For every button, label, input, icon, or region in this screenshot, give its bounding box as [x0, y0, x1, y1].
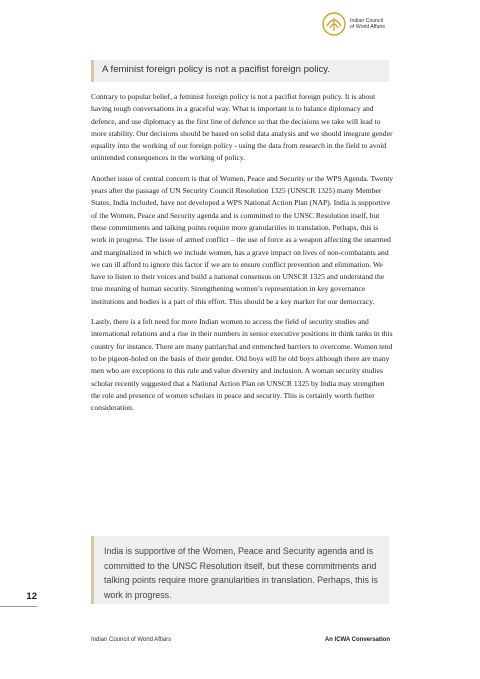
icwa-emblem-icon — [322, 12, 346, 36]
logo-text — [350, 18, 385, 30]
page-number: 12 — [26, 591, 37, 602]
paragraph-3: Lastly, there is a felt need for more Indian women to access the field of security studies and international relations and a rise in their numbers in senior executive positions in think tanks in this country for instance. There are many patriarchal and entrenched barriers to overcome. Women tend to be pigeon-holed on the basis of their gender. Old boys will be old boys although there are many men who are exceptions to this rule and value diversity and inclusion. A woman security studies scholar recently suggested that a National Action Plan on UNSCR 1325 by India may strengthen the role and presence of women scholars in peace and security. This is certainly worth further consideration. — [91, 317, 393, 413]
pull-quote-bottom: India is supportive of the Women, Peace and Security agenda and is committed to the UNSC Resolution itself, but these commitments and talking points require more granularities in translation. Perhaps, this is work in progress. — [91, 536, 389, 604]
logo-text-line2: of World Affairs — [350, 24, 385, 30]
icwa-logo — [322, 12, 385, 36]
pull-quote-top: A feminist foreign policy is not a pacifist foreign policy. — [91, 60, 389, 82]
footer-series: An ICWA Conversation — [324, 637, 390, 643]
paragraph-1: Contrary to popular belief, a feminist foreign policy is not a pacifist foreign policy. It is about having tough conversations in a graceful way. What is important is to balance diplomacy and defence, and use diplomacy as the first line of defence so that the decisions we take will lead to more stability. Our decisions should be based on solid data analysis and we should integrate gender equality into the working of our foreign policy - using the data from research in the field to avoid unintended consequences in the working of policy. — [91, 92, 393, 163]
logo-text-line1: Indian Council — [350, 18, 383, 24]
footer-publisher: Indian Council of World Affairs — [91, 637, 172, 643]
article-body — [91, 91, 395, 422]
paragraph-2: Another issue of central concern is that of Women, Peace and Security or the WPS Agenda. Twenty years after the passage of UN Security Council Resolution 1325 (UNSCR 1325) many Member States, India included, have not developed a WPS National Action Plan (NAP). India is supportive of the Women, Peace and Security agenda and is committed to the UNSC Resolution itself, but these commitments and talking points require more granularities in translation. Perhaps, this is work in progress. The issue of armed conflict – the use of force as a weapon affecting the unarmed and marginalized in which we include women, has a grave impact on lives of non-combatants and we can ill afford to ignore this factor if we are to ensure conflict prevention and elimination. We have to listen to their voices and build a national consensus on UNSCR 1325 and understand the true meaning of human security. Strengthening women’s representation in key governance institutions and bodies is a part of this effort. This should be a key marker for our democracy. — [91, 173, 394, 306]
page-number-rule — [0, 606, 37, 607]
